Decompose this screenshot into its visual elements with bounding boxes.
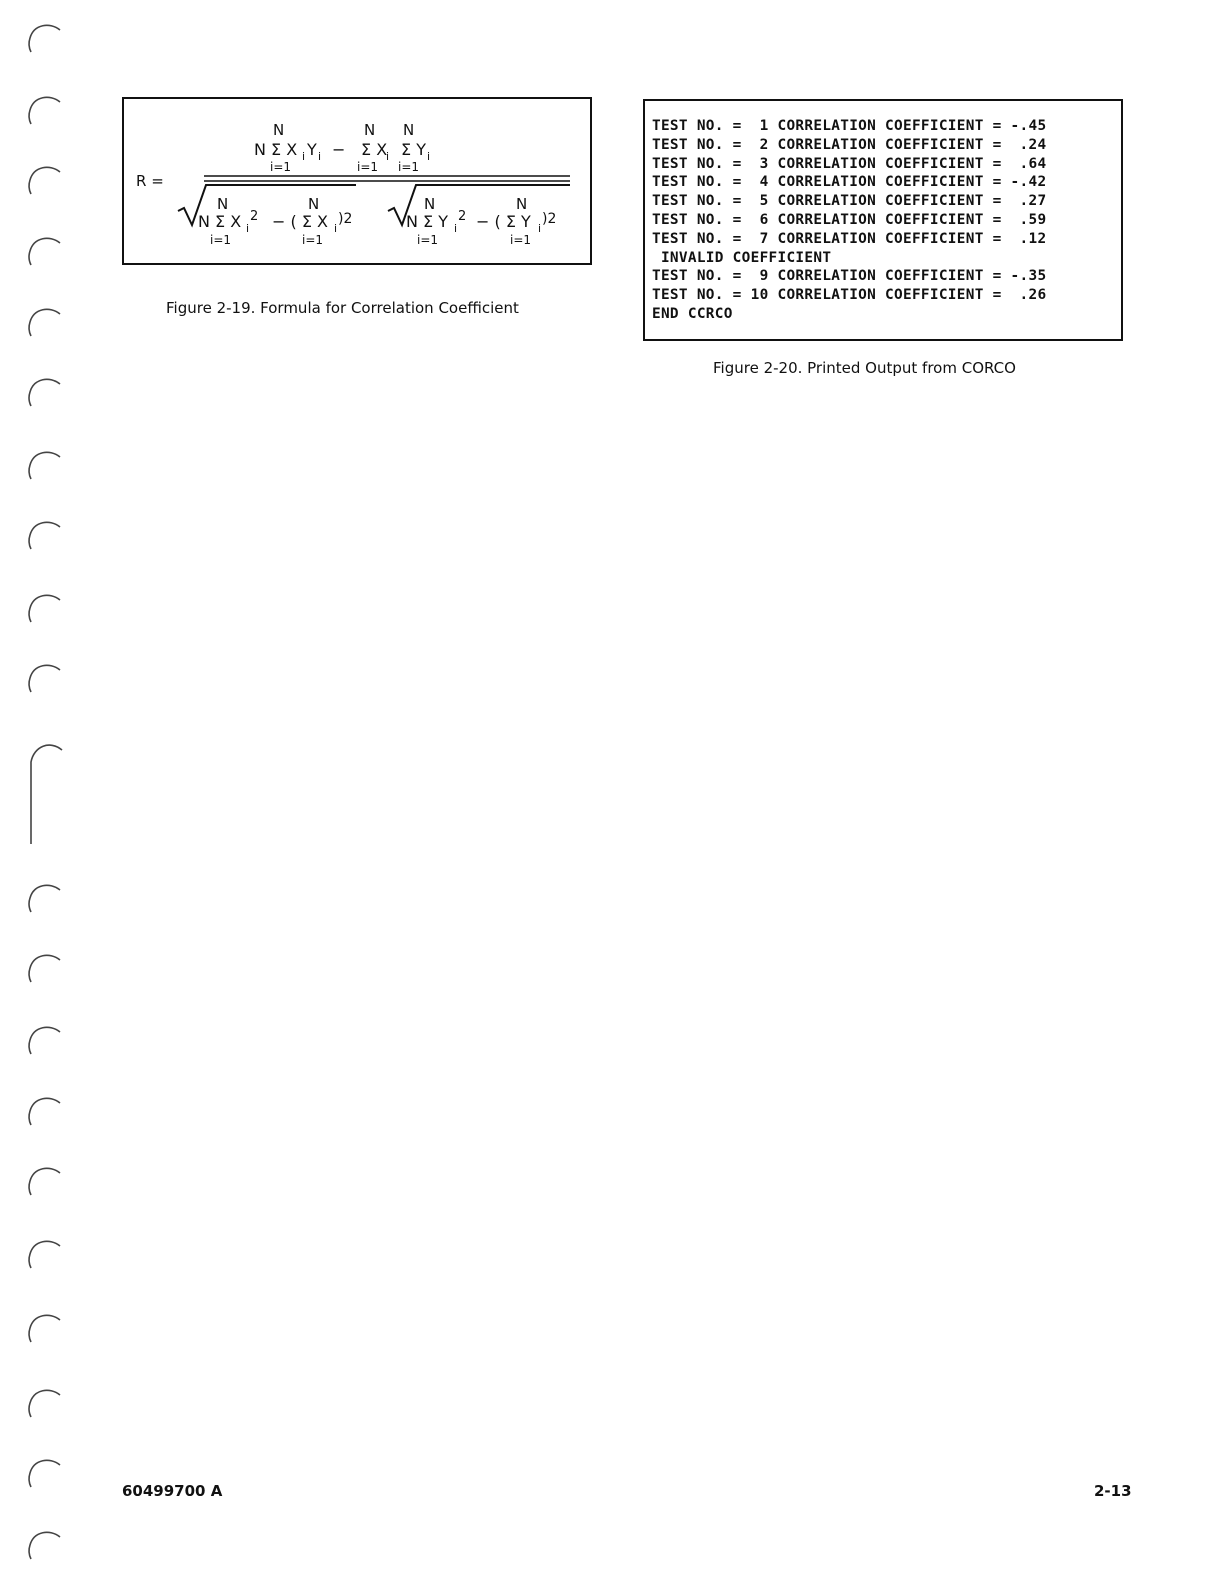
num-sub-i-1: i [302, 150, 306, 163]
binder-hole-icon [24, 1310, 64, 1344]
binder-hole-icon [24, 374, 64, 408]
den-term-sum-y2: N Σ Y [406, 212, 449, 231]
printout-line: TEST NO. = 1 CORRELATION COEFFICIENT = -.45 [652, 118, 1047, 134]
den-limit-lower-1: i=1 [210, 233, 232, 247]
binder-hole-icon [24, 447, 64, 481]
num-limit-lower-1: i=1 [270, 160, 292, 174]
num-sub-i-3: i [386, 150, 390, 163]
binder-hole-icon [24, 20, 64, 54]
binder-hole-icon [24, 1236, 64, 1270]
printout-line: TEST NO. = 7 CORRELATION COEFFICIENT = .12 [652, 230, 1047, 247]
num-term-sum-x: Σ X [361, 140, 388, 159]
den-limit-N-4: N [516, 195, 528, 213]
den-limit-N-3: N [424, 195, 436, 213]
printout-line: TEST NO. = 10 CORRELATION COEFFICIENT = .26 [652, 287, 1047, 304]
den-limit-lower-3: i=1 [417, 233, 439, 247]
binder-hole-icon [24, 304, 64, 338]
printout-line: TEST NO. = 4 CORRELATION COEFFICIENT = -.42 [652, 174, 1047, 191]
printout-line: END CCRCO [652, 305, 733, 322]
num-limit-lower-3: i=1 [398, 160, 420, 174]
binder-hole-icon [24, 162, 64, 196]
num-term-y: Y [307, 140, 317, 159]
printout-figure [643, 99, 1123, 341]
den-term-sum-x-sq: − ( Σ X [272, 212, 328, 231]
den-sub-i-4: i [538, 222, 542, 235]
correlation-formula [124, 99, 590, 263]
printout-line: TEST NO. = 5 CORRELATION COEFFICIENT = .27 [652, 193, 1047, 210]
binder-hole-icon [24, 92, 64, 126]
num-limit-N-2: N [364, 121, 376, 139]
printout-line: TEST NO. = 9 CORRELATION COEFFICIENT = -.35 [652, 268, 1047, 285]
binder-hole-icon [24, 660, 64, 694]
den-sub-i-1: i [246, 222, 250, 235]
binder-hole-icon [24, 1093, 64, 1127]
den-sq-1: 2 [250, 209, 259, 224]
binder-hole-icon [24, 233, 64, 267]
binder-hole-icon [24, 517, 64, 551]
figure-2-19-caption: Figure 2-19. Formula for Correlation Coefficient [166, 299, 519, 317]
num-limit-N-3: N [403, 121, 415, 139]
binder-hole-icon [24, 1163, 64, 1197]
num-term-sum-xy: N Σ X [254, 140, 298, 159]
figure-2-20-caption: Figure 2-20. Printed Output from CORCO [713, 359, 1016, 377]
printout-lines [652, 117, 1121, 324]
printout-line: TEST NO. = 2 CORRELATION COEFFICIENT = .24 [652, 136, 1047, 153]
den-close-sq-1: )2 [338, 211, 353, 227]
num-sub-i-4: i [427, 150, 431, 163]
binder-hole-icon [24, 1385, 64, 1419]
den-sub-i-2: i [334, 222, 338, 235]
binder-hole-icon [26, 740, 66, 850]
binder-hole-icon [24, 950, 64, 984]
binder-hole-icon [24, 1527, 64, 1561]
num-term-sum-y: Σ Y [401, 140, 426, 159]
den-close-sq-2: )2 [542, 211, 557, 227]
num-limit-lower-2: i=1 [357, 160, 379, 174]
formula-figure [122, 97, 592, 265]
den-term-sum-y-sq: − ( Σ Y [476, 212, 531, 231]
binder-hole-icon [24, 880, 64, 914]
den-limit-lower-4: i=1 [510, 233, 532, 247]
printout-line: INVALID COEFFICIENT [652, 249, 832, 266]
page-number: 2-13 [1094, 1482, 1132, 1500]
den-limit-lower-2: i=1 [302, 233, 324, 247]
printout-line: TEST NO. = 6 CORRELATION COEFFICIENT = .59 [652, 211, 1047, 228]
binder-hole-icon [24, 1022, 64, 1056]
den-sq-2: 2 [458, 209, 467, 224]
den-sub-i-3: i [454, 222, 458, 235]
den-term-sum-x2: N Σ X [198, 212, 242, 231]
binder-hole-icon [24, 1455, 64, 1489]
den-limit-N-1: N [217, 195, 229, 213]
printout-line: TEST NO. = 3 CORRELATION COEFFICIENT = .64 [652, 155, 1047, 172]
binder-hole-icon [24, 590, 64, 624]
document-number: 60499700 A [122, 1482, 223, 1500]
num-sub-i-2: i [318, 150, 322, 163]
num-minus: − [332, 140, 346, 159]
den-limit-N-2: N [308, 195, 320, 213]
formula-lhs: R = [136, 172, 164, 190]
num-limit-N-1: N [273, 121, 285, 139]
